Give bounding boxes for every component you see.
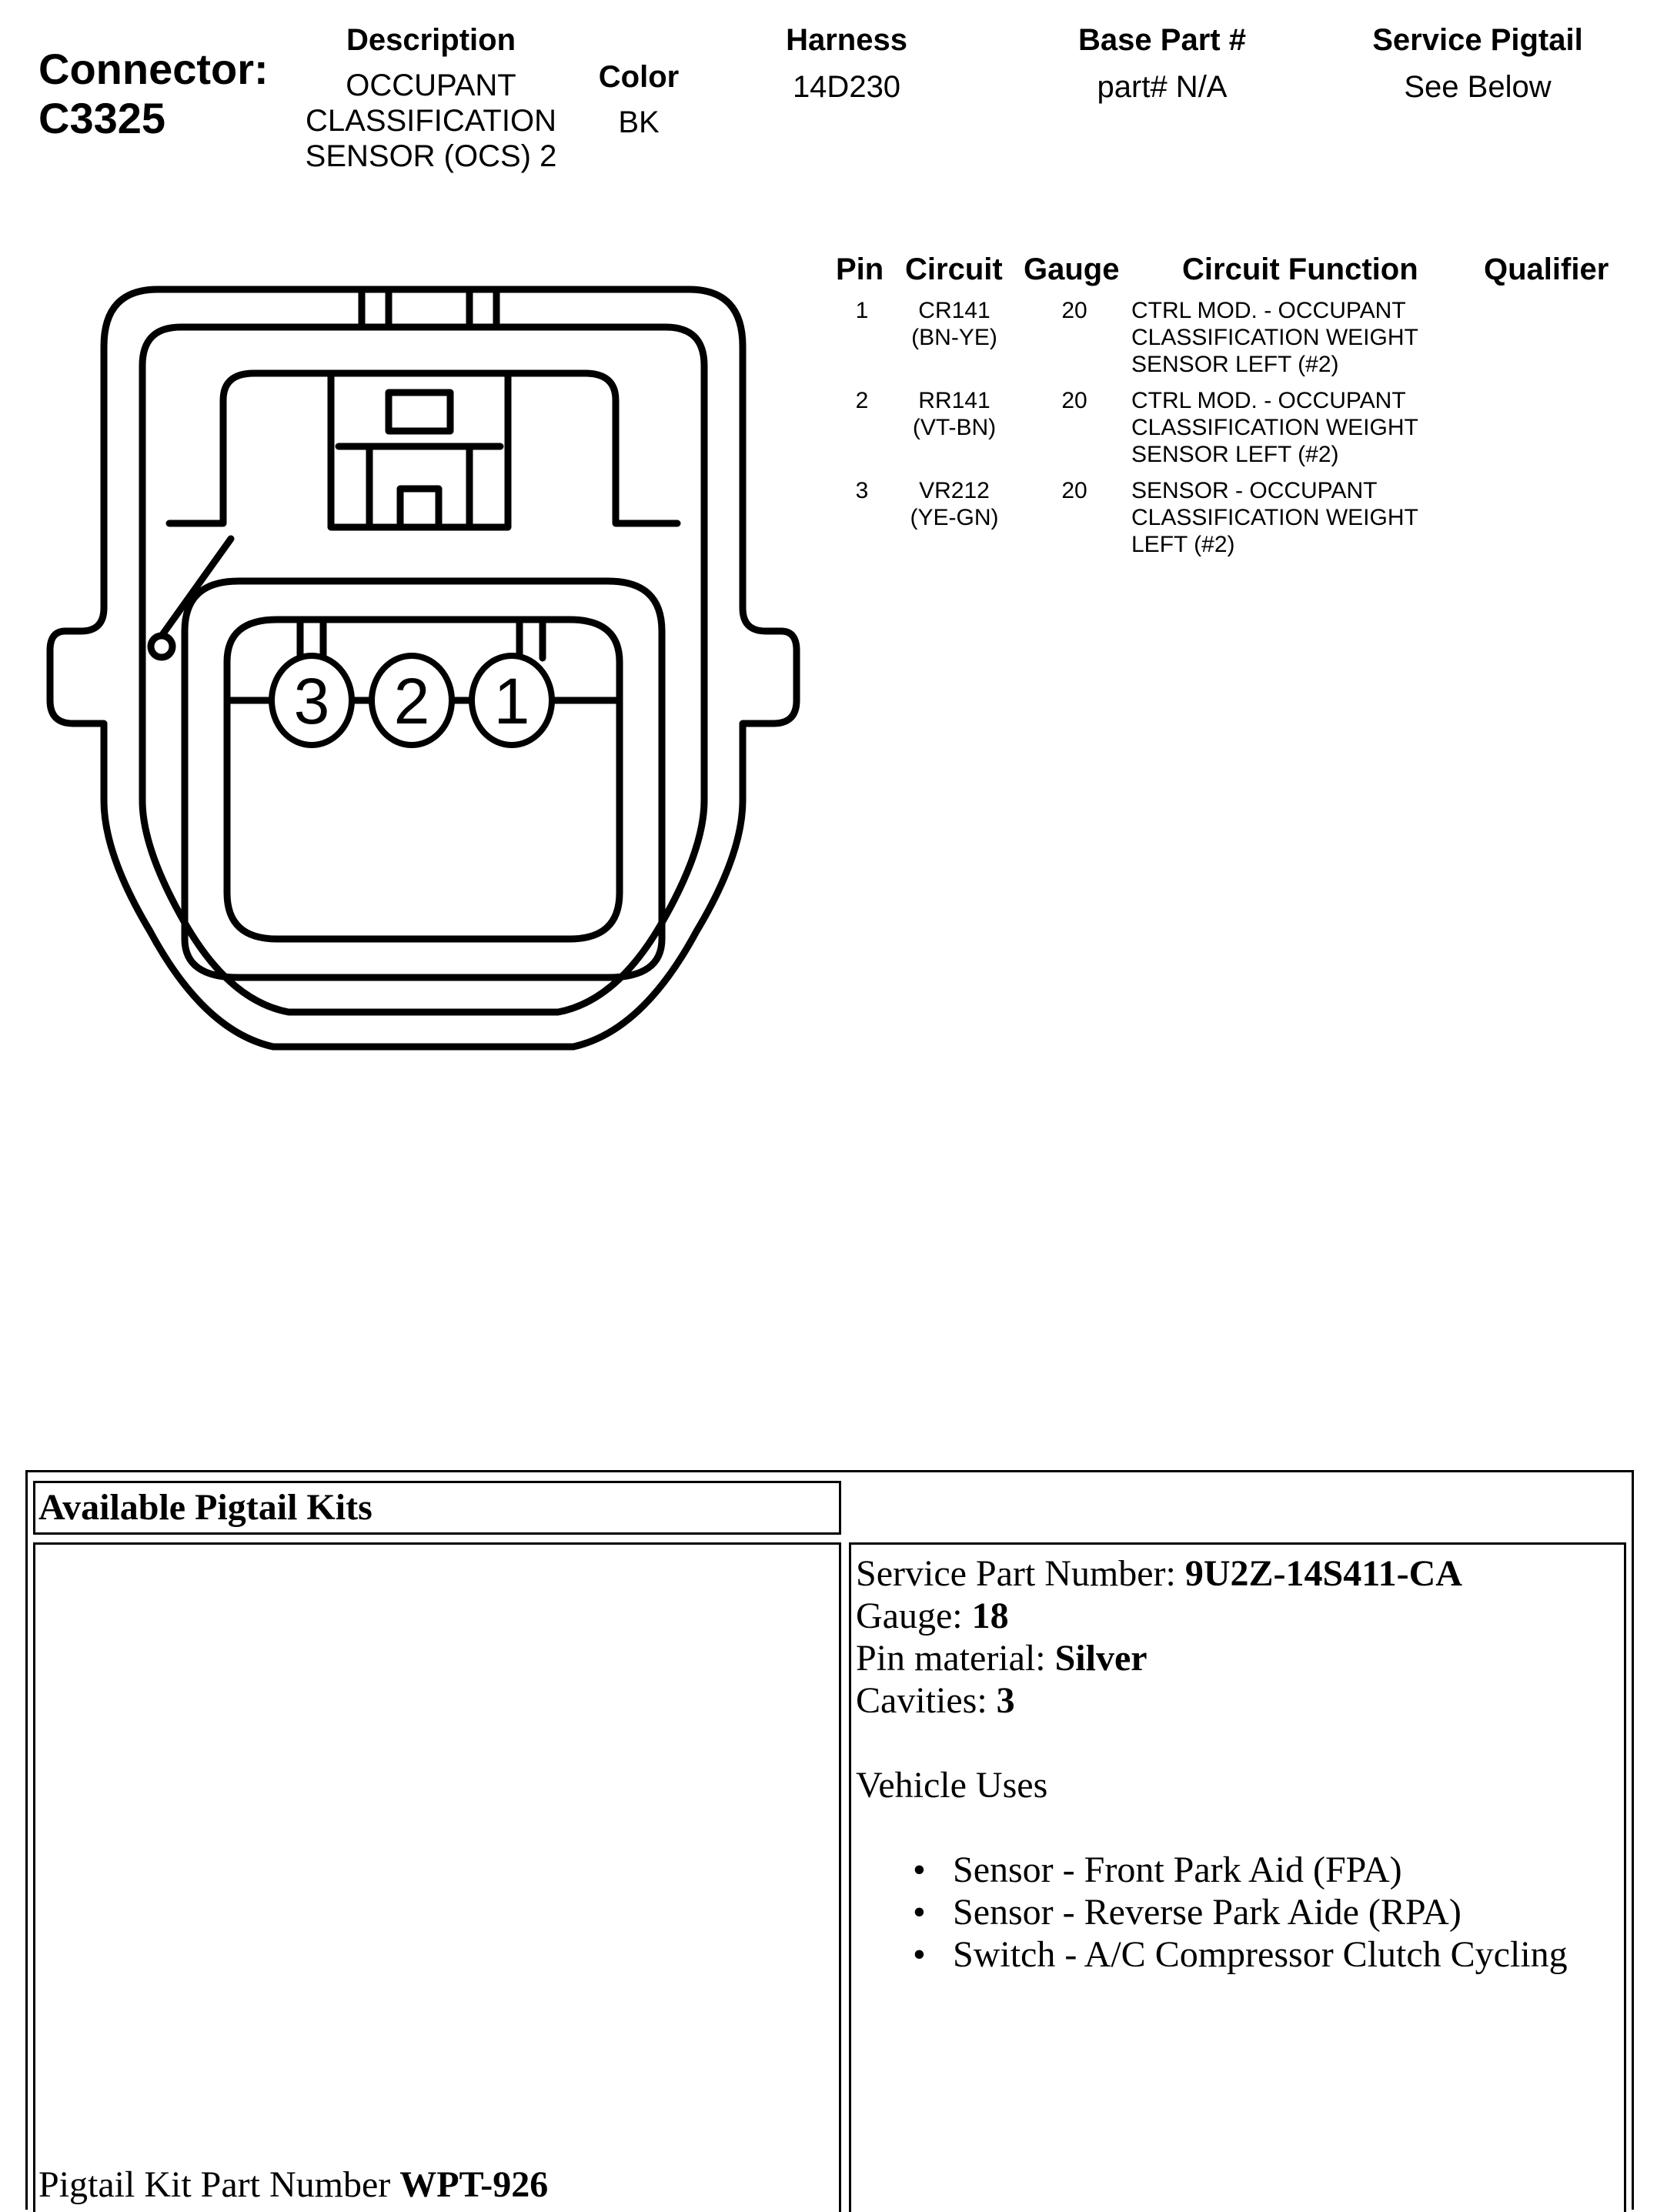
- pigtail-kits-title: Available Pigtail Kits: [38, 1487, 372, 1528]
- cavities-value: 3: [996, 1680, 1015, 1721]
- connector-label: Connector:: [38, 45, 269, 93]
- pin-column-header: Pin: [836, 252, 884, 286]
- gauge-value: 18: [971, 1596, 1009, 1636]
- function-cell: [1131, 387, 1418, 468]
- function-cell: [1131, 477, 1418, 558]
- function-line: SENSOR - OCCUPANT: [1131, 478, 1378, 503]
- function-line: SENSOR LEFT (#2): [1131, 352, 1339, 377]
- circuit-color: (VT-BN): [912, 415, 997, 440]
- function-line: CTRL MOD. - OCCUPANT: [1131, 388, 1406, 413]
- pin-material-label: Pin material:: [856, 1638, 1055, 1679]
- list-item: • Sensor - Reverse Park Aide (RPA): [913, 1891, 1624, 1933]
- pigtail-kits-title-cell: [33, 1481, 841, 1535]
- list-item: • Switch - A/C Compressor Clutch Cycling: [913, 1933, 1624, 1976]
- pin-cavities: [272, 656, 552, 745]
- pin-number: 2: [855, 388, 869, 413]
- gauge-column-header: Gauge: [1024, 252, 1120, 286]
- pin-label: 3: [293, 665, 330, 737]
- pin-label: 1: [493, 665, 530, 737]
- description-line: SENSOR (OCS) 2: [305, 139, 557, 173]
- list-item: • Sensor - Front Park Aid (FPA): [913, 1849, 1624, 1891]
- pin-material: [856, 1637, 1624, 1679]
- circuit-id: CR141: [918, 298, 991, 323]
- description-heading: Description: [346, 23, 516, 57]
- circuit-cell: [893, 387, 1016, 441]
- pin-label: 2: [393, 665, 430, 737]
- gauge-cell: 20: [1061, 478, 1087, 503]
- function-line: CTRL MOD. - OCCUPANT: [1131, 298, 1406, 323]
- description-value: [285, 68, 577, 174]
- circuit-cell: [893, 477, 1016, 531]
- circuit-color: (YE-GN): [910, 505, 999, 530]
- pin-number: 1: [855, 298, 869, 323]
- gauge-cell: 20: [1061, 388, 1087, 413]
- vehicle-uses-list: [913, 1849, 1624, 1976]
- connector-face-diagram: [46, 269, 800, 1070]
- cavities: [856, 1679, 1624, 1722]
- kit-part-label: Pigtail Kit Part Number: [38, 2164, 400, 2205]
- kit-part-value: WPT-926: [399, 2164, 549, 2205]
- gauge-label: Gauge:: [856, 1596, 972, 1636]
- mating-cavity-outer: [185, 581, 662, 977]
- description-line: CLASSIFICATION: [306, 104, 556, 138]
- pigtail-details-cell: [849, 1542, 1626, 2212]
- harness-heading: Harness: [786, 23, 907, 57]
- gauge-cell: 20: [1061, 298, 1087, 323]
- cavities-label: Cavities:: [856, 1680, 997, 1721]
- pin-material-value: Silver: [1054, 1638, 1148, 1679]
- color-value: BK: [618, 105, 660, 139]
- base-part-heading: Base Part #: [1078, 23, 1246, 57]
- pigtail-kit-part-number: [38, 2164, 548, 2206]
- harness-value: 14D230: [792, 70, 901, 104]
- connector-id: C3325: [38, 94, 166, 142]
- function-line: CLASSIFICATION WEIGHT: [1131, 505, 1418, 530]
- function-cell: [1131, 297, 1418, 378]
- service-part-label: Service Part Number:: [856, 1553, 1185, 1594]
- function-line: SENSOR LEFT (#2): [1131, 442, 1339, 467]
- vehicle-uses-heading: Vehicle Uses: [856, 1765, 1048, 1806]
- service-part-value: 9U2Z-14S411-CA: [1184, 1553, 1462, 1594]
- pigtail-image-cell: [33, 1542, 841, 2212]
- connector-heading: [38, 45, 269, 143]
- circuit-id: RR141: [918, 388, 991, 413]
- function-column-header: Circuit Function: [1182, 252, 1418, 286]
- function-line: LEFT (#2): [1131, 532, 1235, 557]
- circuit-color: (BN-YE): [911, 325, 997, 350]
- function-line: CLASSIFICATION WEIGHT: [1131, 415, 1418, 440]
- description-line: OCCUPANT: [346, 68, 516, 102]
- circuit-id: VR212: [919, 478, 990, 503]
- service-part-number: [856, 1552, 1624, 1595]
- circuit-cell: [893, 297, 1016, 351]
- pin-number: 3: [855, 478, 869, 503]
- color-heading: Color: [598, 60, 680, 94]
- pigtail-gauge: [856, 1595, 1624, 1637]
- circuit-column-header: Circuit: [905, 252, 1003, 286]
- base-part-value: part# N/A: [1097, 70, 1228, 104]
- latch-window: [331, 373, 508, 527]
- service-pigtail-heading: Service Pigtail: [1372, 23, 1583, 57]
- service-pigtail-value: See Below: [1404, 70, 1552, 104]
- function-line: CLASSIFICATION WEIGHT: [1131, 325, 1418, 350]
- qualifier-column-header: Qualifier: [1484, 252, 1609, 286]
- latch-button: [389, 393, 450, 431]
